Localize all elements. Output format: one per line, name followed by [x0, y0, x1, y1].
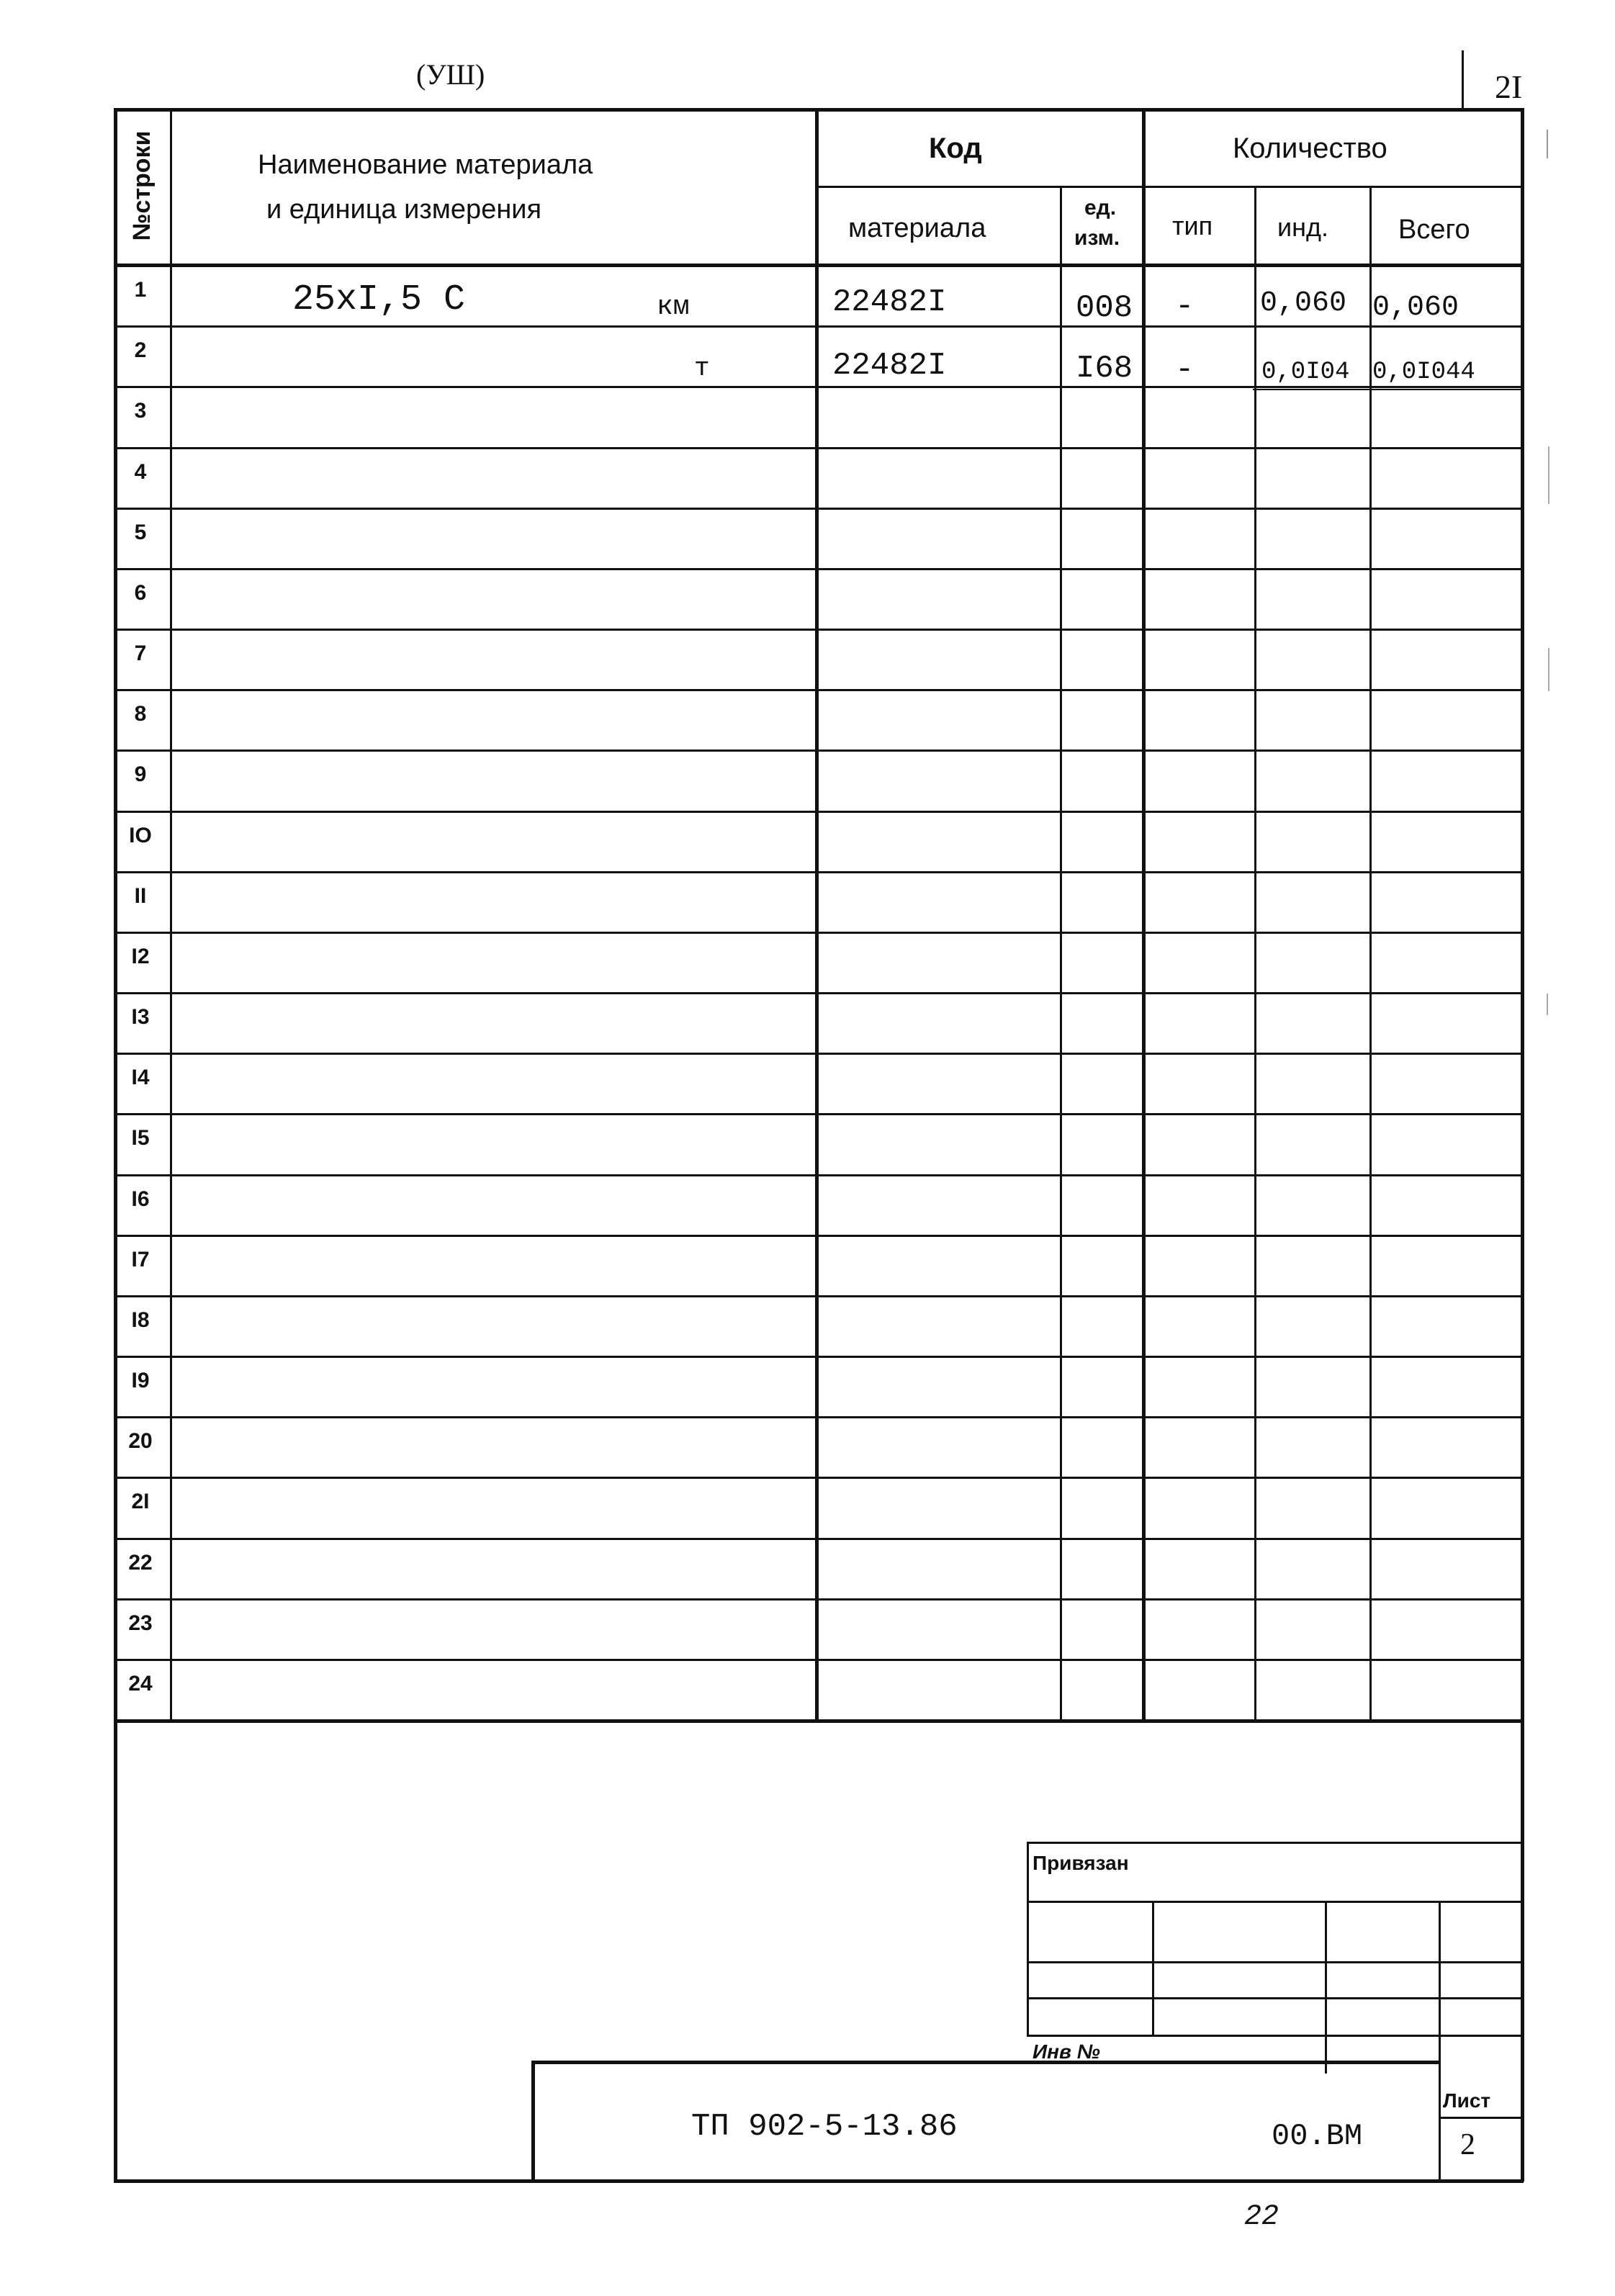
- row-number: 2: [134, 338, 147, 362]
- row-separator: [114, 1356, 1522, 1358]
- col-header-qty-ind: инд.: [1277, 212, 1328, 242]
- row-1-material: 22482I: [832, 284, 947, 320]
- row-number: 22: [128, 1551, 153, 1575]
- row-2-material: 22482I: [832, 348, 947, 384]
- col-header-qty-total: Всего: [1398, 215, 1470, 245]
- sheet-label: Лист: [1443, 2089, 1491, 2112]
- doc-suffix: 00.ВМ: [1272, 2119, 1363, 2153]
- scan-mark: [1548, 648, 1549, 691]
- stamp-line-2: [1027, 1961, 1522, 1963]
- row-number: 9: [134, 762, 147, 786]
- row-2-type: -: [1175, 352, 1195, 388]
- stamp-line-4: [1027, 2035, 1522, 2037]
- col-header-quantity: Количество: [1233, 132, 1387, 164]
- row-number: I8: [131, 1308, 150, 1332]
- row-1-unit-code: 008: [1076, 290, 1133, 326]
- row-2-total: 0,0I044: [1372, 359, 1475, 386]
- row-separator: [114, 568, 1522, 570]
- row-separator: [114, 1598, 1522, 1601]
- row-number: I6: [131, 1187, 150, 1211]
- doc-box-left: [531, 2061, 535, 2182]
- row-separator: [114, 508, 1522, 510]
- row-separator: [114, 1659, 1522, 1661]
- row-separator: [114, 992, 1522, 994]
- row-number: 3: [134, 399, 147, 423]
- row-separator: [114, 1295, 1522, 1297]
- row-number: I4: [131, 1066, 150, 1089]
- row-number: 8: [134, 702, 147, 726]
- row-number: 5: [134, 521, 147, 544]
- stamp-top-line: [1027, 1842, 1522, 1844]
- row-2-values-underline: [1253, 389, 1521, 390]
- table-right-border: [1521, 108, 1524, 2182]
- stamp-col-3: [1439, 1901, 1441, 2182]
- row-number: 24: [128, 1672, 153, 1696]
- col-header-code-unit-line1: ед.: [1084, 196, 1117, 220]
- row-separator: [114, 932, 1522, 934]
- row-number: 2I: [131, 1490, 150, 1513]
- row-separator: [114, 1416, 1522, 1418]
- col-header-code: Код: [929, 132, 982, 164]
- row-2-ind: 0,0I04: [1261, 359, 1350, 386]
- doc-box-top: [531, 2061, 1440, 2064]
- row-separator: [114, 811, 1522, 813]
- row-number: IO: [129, 824, 152, 847]
- row-separator: [114, 1477, 1522, 1479]
- row-separator: [114, 1053, 1522, 1055]
- row-separator: [114, 749, 1522, 752]
- row-separator: [114, 629, 1522, 631]
- stamp-col-1: [1152, 1901, 1154, 2035]
- row-1-ind: 0,060: [1260, 287, 1347, 320]
- sheet-label-line: [1439, 2117, 1521, 2119]
- row-1-unit: км: [657, 292, 690, 323]
- col-line-material: [1060, 186, 1062, 1721]
- row-2-unit-code: I68: [1076, 351, 1133, 387]
- stamp-left-line: [1027, 1842, 1029, 2036]
- header-mid-line: [817, 186, 1522, 188]
- section-mark: (УШ): [416, 58, 485, 91]
- row-1-name: 25хI,5 С: [292, 279, 466, 320]
- row-number: 1: [134, 278, 147, 302]
- row-number: 23: [128, 1611, 153, 1635]
- inv-label: Инв №: [1033, 2040, 1100, 2063]
- scan-mark: [1547, 130, 1548, 158]
- col-header-code-unit-line2: изм.: [1074, 226, 1120, 250]
- row-separator: [114, 1235, 1522, 1237]
- col-line-type: [1254, 186, 1256, 1721]
- row-separator: [114, 1538, 1522, 1540]
- row-number: I9: [131, 1369, 150, 1392]
- row-1-type: -: [1175, 289, 1195, 325]
- page-bottom-border: [114, 2179, 1524, 2183]
- table-top-border: [114, 108, 1524, 112]
- col-header-rownum: №строки: [128, 130, 156, 241]
- col-line-rownum: [170, 108, 172, 1721]
- scan-mark: [1547, 994, 1548, 1015]
- row-separator: [114, 447, 1522, 449]
- table-body-bottom-line: [114, 1719, 1522, 1723]
- page-number: 2I: [1495, 68, 1523, 105]
- row-number: I2: [131, 945, 150, 968]
- row-separator: [114, 1174, 1522, 1176]
- row-number: I3: [131, 1005, 150, 1029]
- col-header-name-line2: и единица измерения: [266, 194, 542, 225]
- row-number: 6: [134, 581, 147, 605]
- attached-label: Привязан: [1033, 1852, 1129, 1874]
- row-number: I5: [131, 1126, 150, 1150]
- row-separator: [114, 386, 1522, 388]
- scan-mark: [1548, 446, 1549, 504]
- stamp-line-3: [1027, 1997, 1522, 1999]
- row-separator: [114, 871, 1522, 873]
- row-number: II: [134, 884, 147, 908]
- row-number: 7: [134, 641, 147, 665]
- row-separator: [114, 689, 1522, 691]
- doc-code: ТП 902-5-13.86: [691, 2109, 958, 2145]
- col-header-code-material: материала: [848, 213, 986, 243]
- col-line-unit: [1142, 108, 1146, 1721]
- row-1-total: 0,060: [1372, 292, 1459, 324]
- handwritten-page-number: 22: [1244, 2201, 1279, 2233]
- col-header-name-line1: Наименование материала: [258, 150, 593, 180]
- stamp-col-2: [1325, 1901, 1327, 2074]
- col-line-ind: [1369, 186, 1372, 1721]
- col-header-qty-type: тип: [1172, 211, 1213, 240]
- row-number: 4: [134, 460, 147, 484]
- row-number: I7: [131, 1248, 150, 1271]
- sheet-value: 2: [1460, 2128, 1475, 2161]
- stamp-line-1: [1027, 1901, 1522, 1903]
- row-number: 20: [128, 1429, 153, 1453]
- row-2-unit: т: [694, 354, 710, 383]
- row-1-values-underline: [1253, 325, 1521, 327]
- col-line-name: [815, 108, 819, 1721]
- row-separator: [114, 1113, 1522, 1115]
